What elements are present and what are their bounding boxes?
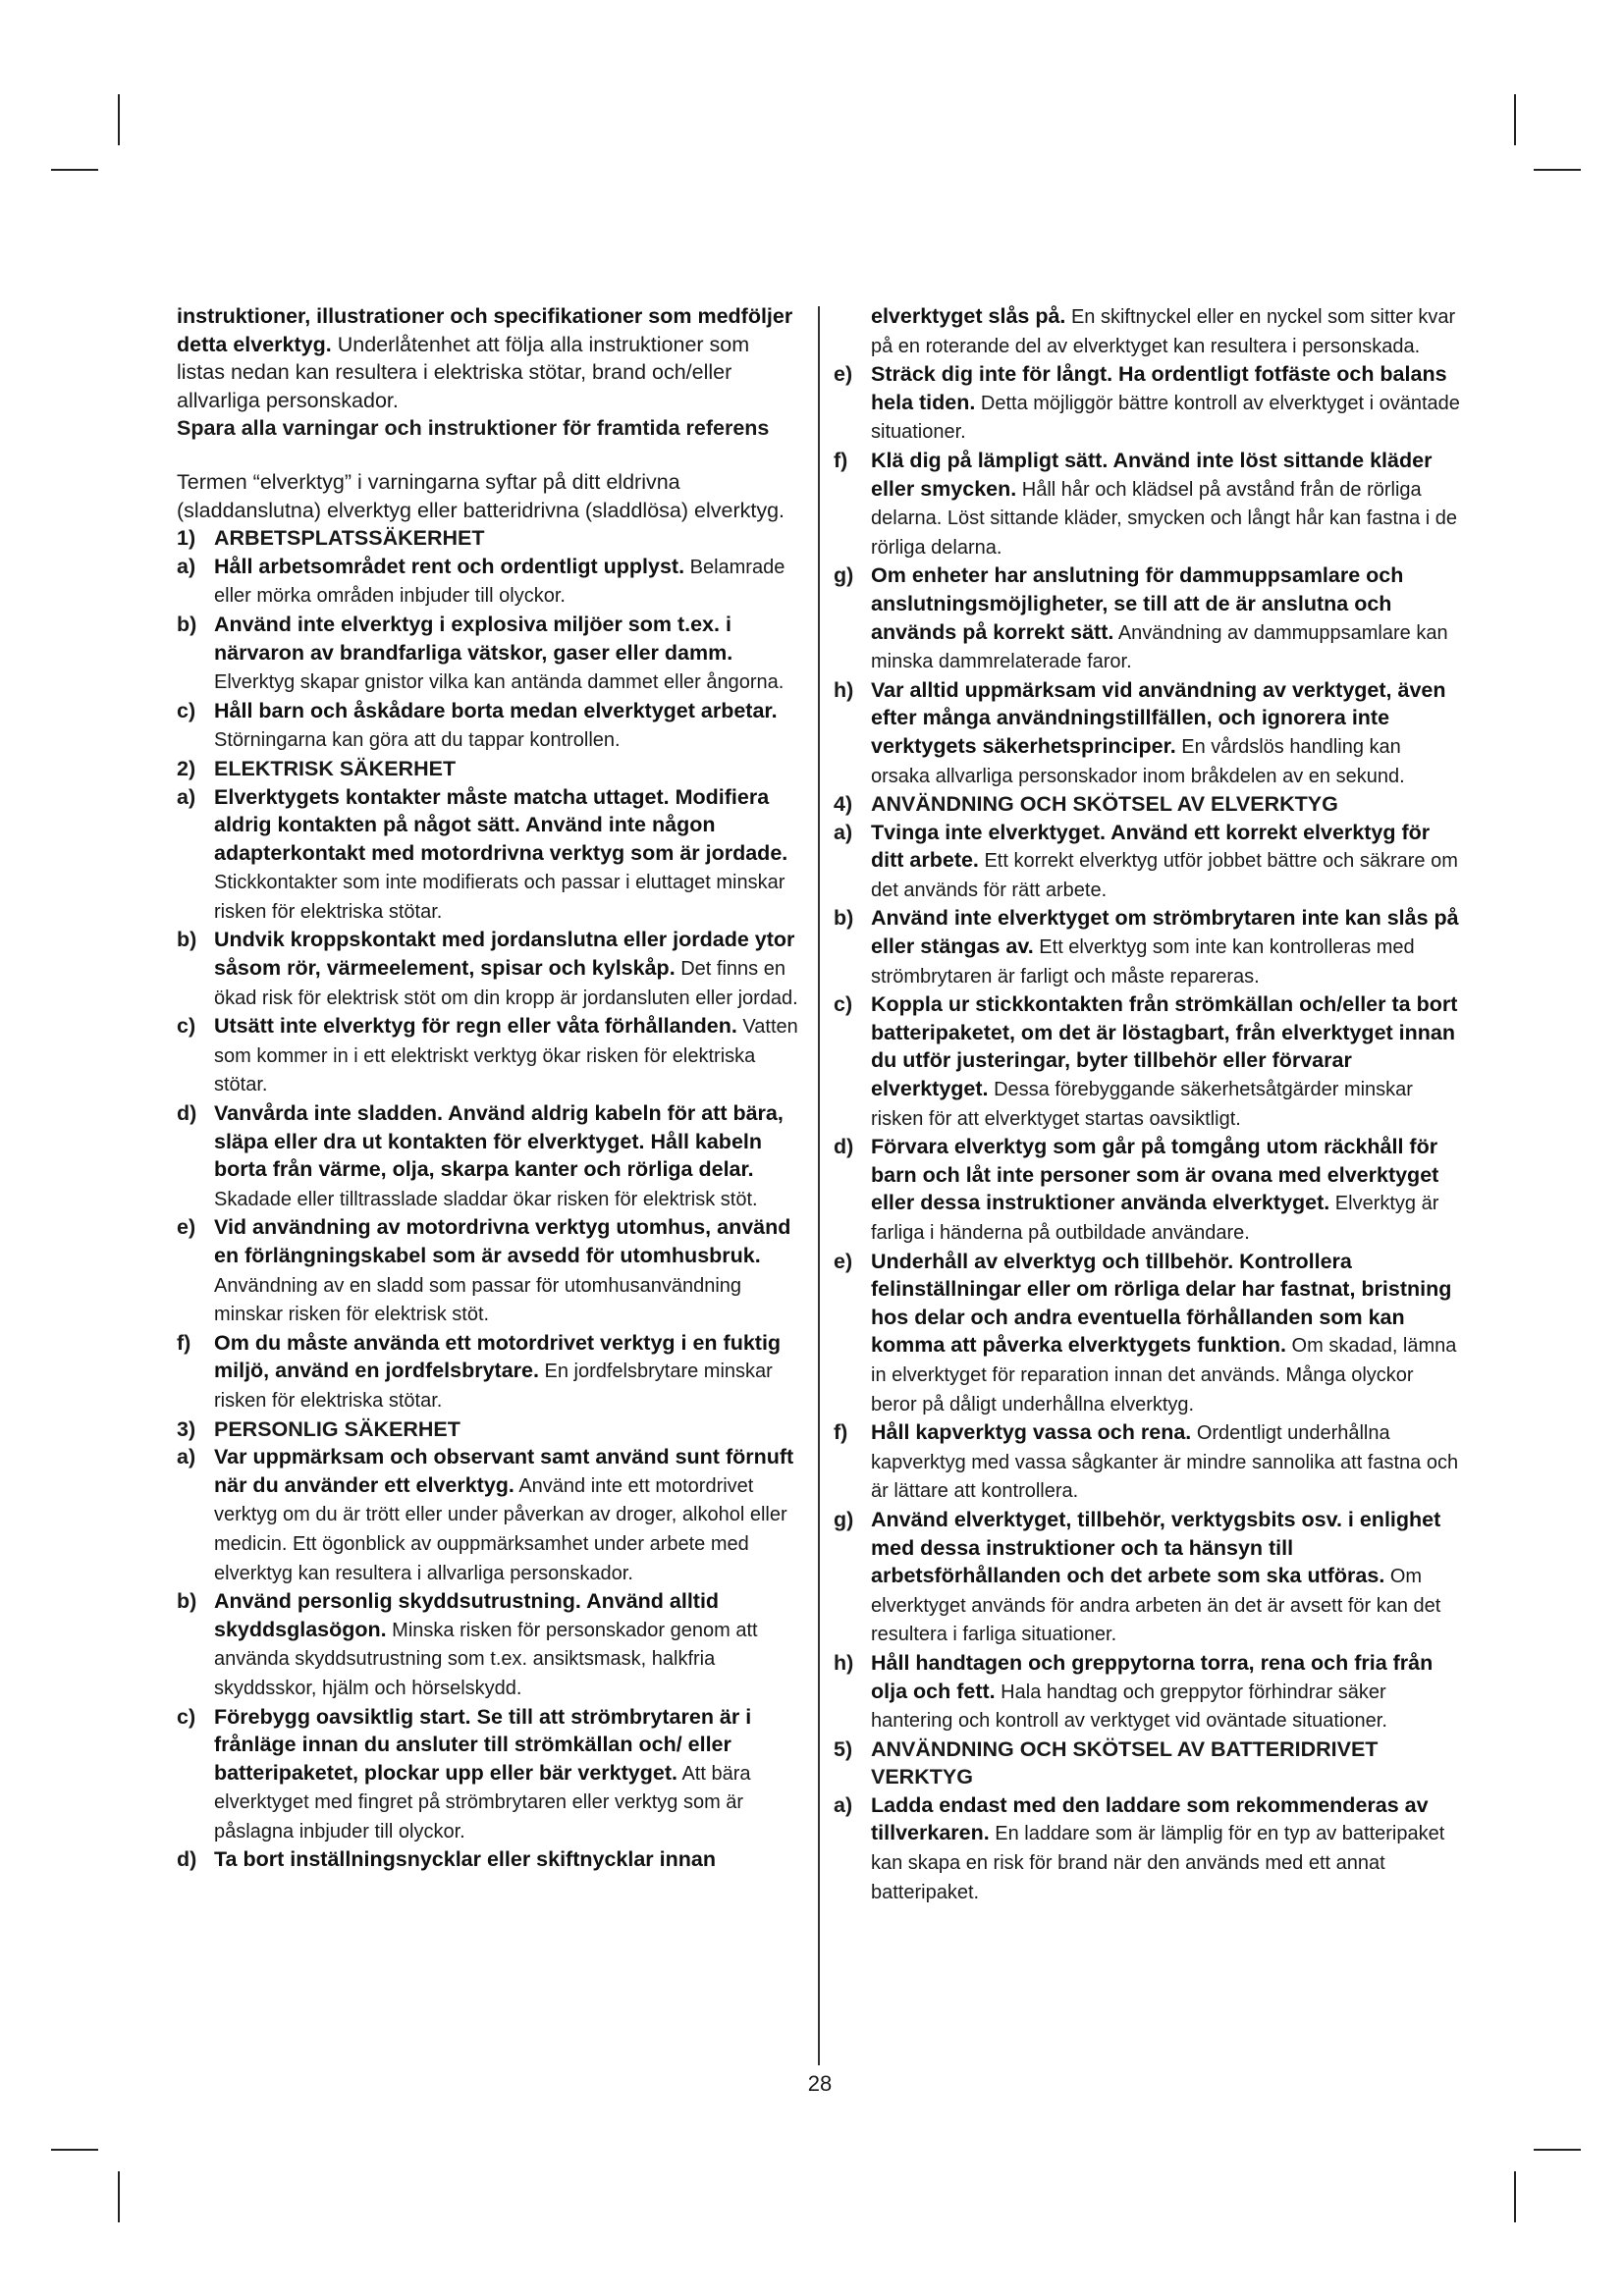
section-heading: 5) ANVÄNDNING OCH SKÖTSEL AV BATTERIDRIVET VERKTYG — [834, 1736, 1379, 1789]
list-item: c) Utsätt inte elverktyg för regn eller våta förhållanden. Vatten som kommer in i ett elektriskt verktyg ökar risken för elektriska stötar. — [177, 1014, 798, 1096]
section-list — [177, 783, 799, 1415]
list-item: c) Håll barn och åskådare borta medan elverktyget arbetar. Störningarna kan göra att du tappar kontrollen. — [177, 698, 778, 752]
list-item: h) Håll handtagen och greppytorna torra, rena och fria från olja och fett. Hala handtag och greppytor förhindrar säker hantering och kontroll av verktyget vid oväntade situationer. — [834, 1650, 1434, 1733]
list-item: a) Elverktygets kontakter måste matcha uttaget. Modifiera aldrig kontakten på något sätt. Använd inte någon adapterkontakt med motordrivna verktyg som är jordade. Stickkontakter som inte modifierats och passar i eluttaget minskar risken för elektriska stötar. — [177, 784, 788, 923]
crop-mark-top-right-h — [1534, 169, 1581, 171]
section-heading: 3) PERSONLIG SÄKERHET — [177, 1416, 460, 1441]
list-item: h) Var alltid uppmärksam vid användning av verktyget, även efter många användningstillfällen, och ignorera inte verktygets säkerhetsprinciper. En vårdslös handling kan orsaka allvarliga personskador inom bråkdelen av en sekund. — [834, 677, 1446, 787]
intro-paragraph: instruktioner, illustrationer och specifikationer som medföljer detta elverktyg. Underlåtenhet att följa alla instruktioner som listas nedan kan resultera i elektriska stötar, brand och/eller allvarliga personskador. — [177, 304, 793, 412]
column-divider — [818, 306, 820, 2065]
list-item: g) Om enheter har anslutning för dammuppsamlare och anslutningsmöjligheter, se till att de är anslutna och används på korrekt sätt. Användning av dammuppsamlare kan minska dammrelaterade faror. — [834, 563, 1448, 673]
crop-mark-top-left-h — [51, 169, 98, 171]
term-definition: Termen “elverktyg” i varningarna syftar på ditt eldrivna (sladdanslutna) elverktyg eller batteridrivna (sladdlösa) elverktyg. — [177, 469, 785, 522]
list-item: f) Klä dig på lämpligt sätt. Använd inte löst sittande kläder eller smycken. Håll hår och klädsel på avstånd från de rörliga delarna. Löst sittande kläder, smycken och långt hår kan fastna i de rörliga delarna. — [834, 448, 1458, 559]
list-item: d) Vanvårda inte sladden. Använd aldrig kabeln för att bära, släpa eller dra ut kontakten för elverktyget. Håll kabeln borta från värme, olja, skarpa kanter och rörliga delar. Skadade eller tilltrasslade sladdar ökar risken för elektrisk stöt. — [177, 1101, 784, 1210]
list-item: a) Håll arbetsområdet rent och ordentligt upplyst. Belamrade eller mörka områden inbjuder till olyckor. — [177, 554, 785, 608]
section-list — [177, 553, 799, 755]
list-item: b) Använd personlig skyddsutrustning. Använd alltid skyddsglasögon. Minska risken för personskador genom att använda skyddsutrustning som t.ex. ansiktsmask, halkfria skyddsskor, hjälm och hörselskydd. — [177, 1589, 758, 1699]
list-item: e) Vid användning av motordrivna verktyg utomhus, använd en förlängningskabel som är avsedd för utomhusbruk. Användning av en sladd som passar för utomhusanvändning minskar risken för elektrisk stöt. — [177, 1215, 791, 1326]
section-list — [834, 1791, 1462, 1906]
page-number: 28 — [807, 2071, 833, 2096]
section-list — [177, 1443, 799, 1875]
list-item: e) Sträck dig inte för långt. Ha ordentligt fotfäste och balans hela tiden. Detta möjliggör bättre kontroll av elverktyget i oväntade situationer. — [834, 362, 1460, 444]
crop-mark-top-right-v — [1514, 94, 1516, 145]
list-item: b) Undvik kroppskontakt med jordanslutna eller jordade ytor såsom rör, värmeelement, spisar och kylskåp. Det finns en ökad risk för elektrisk stöt om din kropp är jordansluten eller jordad. — [177, 928, 798, 1009]
section-heading: 2) ELEKTRISK SÄKERHET — [177, 756, 457, 780]
list-item: d) Förvara elverktyg som går på tomgång utom räckhåll för barn och låt inte personer som är ovana med elverktyget eller dessa instruktioner använda elverktyget. Elverktyg är farliga i händerna på outbildade användare. — [834, 1135, 1439, 1244]
list-item: g) Använd elverktyget, tillbehör, verktygsbits osv. i enlighet med dessa instruktioner och ta hänsyn till arbetsförhållanden och det arbete som ska utföras. Om elverktyget används för andra arbeten än det är avsett för kan det resultera i farliga situationer. — [834, 1507, 1441, 1646]
list-item: c) Förebygg oavsiktlig start. Se till att strömbrytaren är i frånläge innan du ansluter till strömkällan och/ eller batteripaketet, plockar upp eller bär verktyget. Att bära elverktyget med fingret på strömbrytaren eller verktyg som är påslagna inbjuder till olyckor. — [177, 1704, 752, 1842]
list-item: e) Underhåll av elverktyg och tillbehör. Kontrollera felinställningar eller om rörliga delar har fastnat, bristning hos delar och andra eventuella förhållanden som kan komma att påverka elverktygets funktion. Om skadad, lämna in elverktyget för reparation innan det används. Många olyckor beror på dåligt underhållna elverktyg. — [834, 1249, 1457, 1415]
section-heading: 4) ANVÄNDNING OCH SKÖTSEL AV ELVERKTYG — [834, 792, 1338, 817]
left-column — [177, 302, 799, 1875]
list-item: b) Använd inte elverktyg i explosiva miljöer som t.ex. i närvaron av brandfarliga vätskor, gaser eller damm. Elverktyg skapar gnistor vilka kan antända dammet eller ångorna. — [177, 612, 785, 694]
crop-mark-bottom-right-h — [1534, 2149, 1581, 2151]
crop-mark-bottom-left-v — [118, 2171, 120, 2222]
list-item: f) Håll kapverktyg vassa och rena. Ordentligt underhållna kapverktyg med vassa sågkanter är mindre sannolika att fastna och är lättare att kontrollera. — [834, 1420, 1459, 1503]
section-list — [834, 819, 1462, 1735]
list-item: a) Tvinga inte elverktyget. Använd ett korrekt elverktyg för ditt arbete. Ett korrekt elverktyg utför jobbet bättre och säkrare om det används för rätt arbete. — [834, 820, 1458, 901]
crop-mark-top-left-v — [118, 94, 120, 145]
list-item-continued: elverktyget slås på. En skiftnyckel eller en nyckel som sitter kvar på en roterande del av elverktyget kan resultera i personskada. — [871, 304, 1456, 357]
section-list — [834, 360, 1462, 790]
list-item: a) Var uppmärksam och observant samt använd sunt förnuft när du använder ett elverktyg. Använd inte ett motordrivet verktyg om du är trött eller under påverkan av droger, alkohol eller medicin. Ett ögonblick av ouppmärksamhet under arbete med elverktyg kan resultera i allvarliga personskador. — [177, 1445, 794, 1584]
section-heading: 1) ARBETSPLATSSÄKERHET — [177, 526, 485, 551]
list-item: a) Ladda endast med den laddare som rekommenderas av tillverkaren. En laddare som är lämplig för en typ av batteripaket kan skapa en risk för brand när den används med ett annat batteripaket. — [834, 1792, 1445, 1903]
list-item: f) Om du måste använda ett motordrivet verktyg i en fuktig miljö, använd en jordfelsbrytare. En jordfelsbrytare minskar risken för elektriska stötar. — [177, 1330, 782, 1412]
crop-mark-bottom-left-h — [51, 2149, 98, 2151]
right-column — [834, 302, 1462, 1906]
list-item: b) Använd inte elverktyget om strömbrytaren inte kan slås på eller stängas av. Ett elverktyg som inte kan kontrolleras med strömbrytaren är farligt och måste repareras. — [834, 906, 1459, 988]
save-instructions-heading: Spara alla varningar och instruktioner för framtida referens — [177, 416, 770, 441]
list-item: c) Koppla ur stickkontakten från strömkällan och/eller ta bort batteripaketet, om det är löstagbart, från elverktyget innan du utför justeringar, byter tillbehör eller förvarar elverktyget. Dessa förebyggande säkerhetsåtgärder minskar risken för att elverktyget startas oavsiktligt. — [834, 992, 1458, 1130]
crop-mark-bottom-right-v — [1514, 2171, 1516, 2222]
list-item: d) Ta bort inställningsnycklar eller skiftnycklar innan — [177, 1847, 716, 1872]
